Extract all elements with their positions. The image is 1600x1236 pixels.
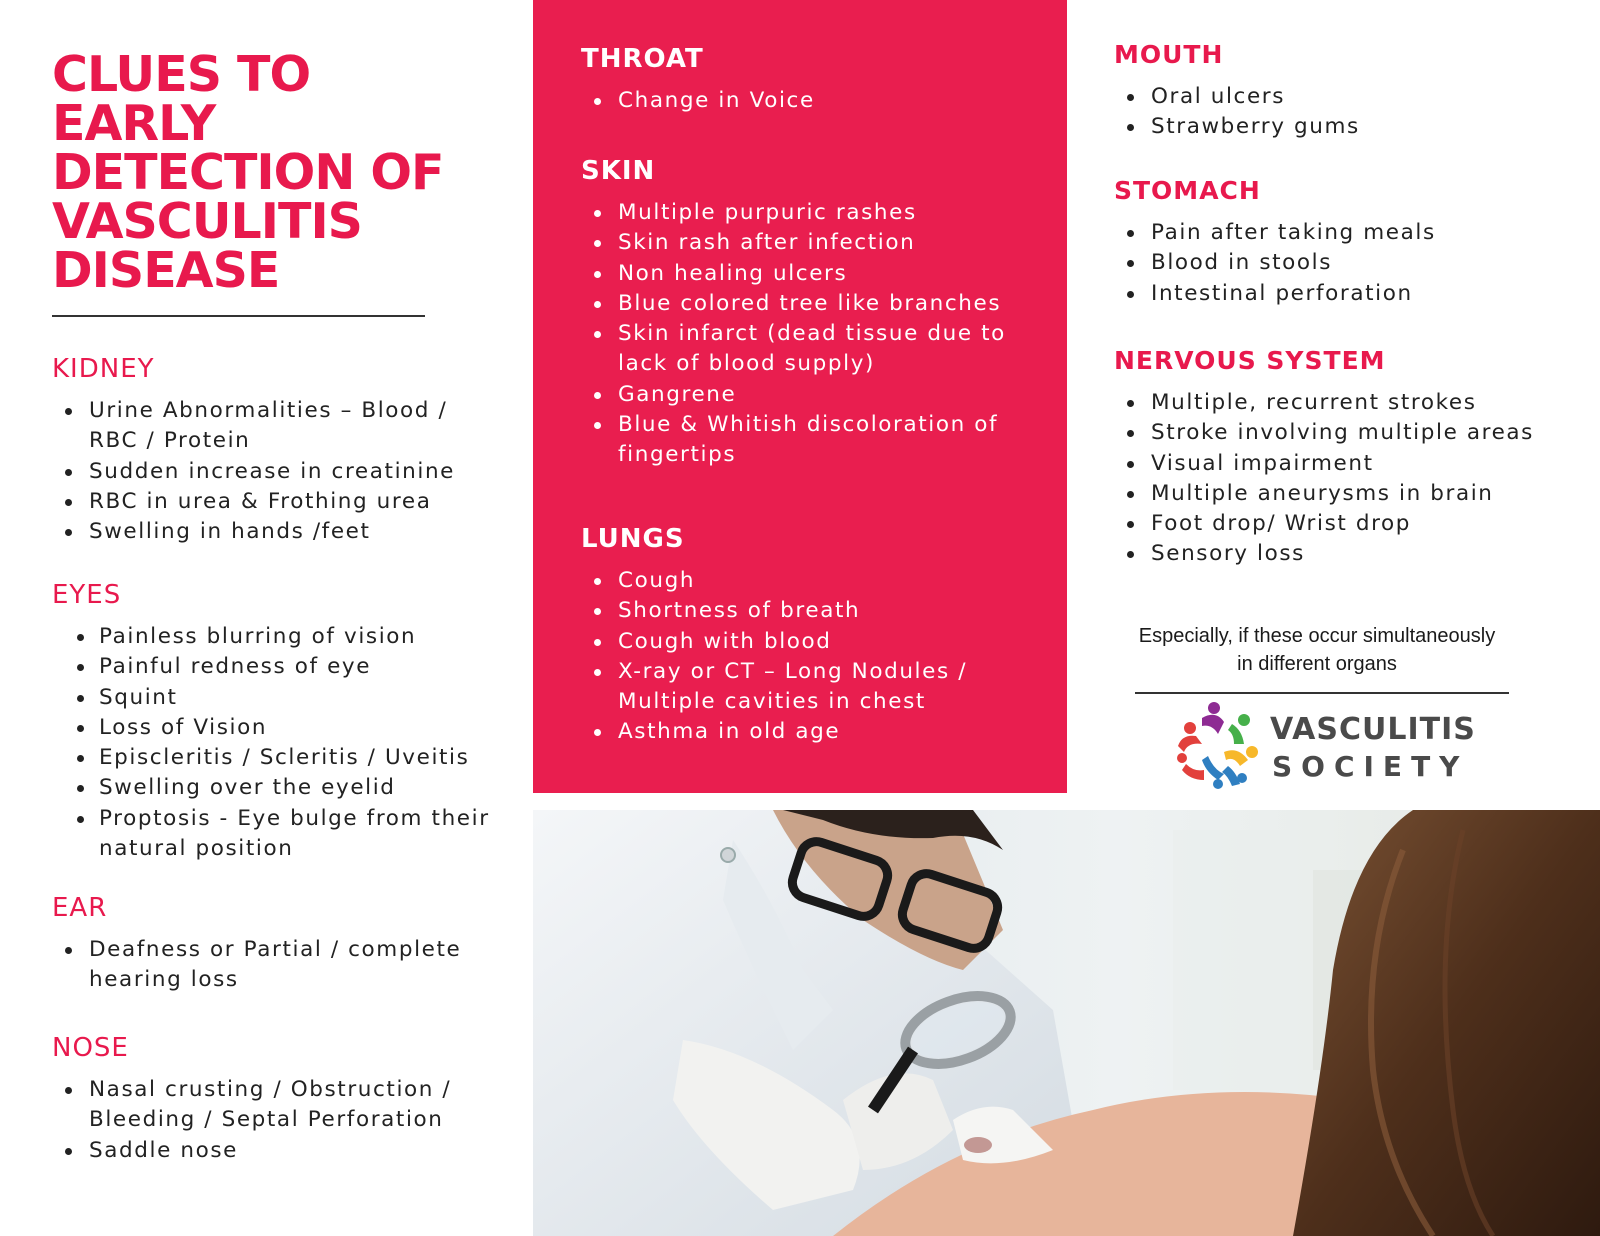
list-item: Stroke involving multiple areas bbox=[1114, 418, 1534, 448]
section-heading: SKIN bbox=[581, 156, 656, 186]
section-eyes bbox=[52, 580, 492, 864]
list-item: Blue & Whitish discoloration of fingertips bbox=[581, 410, 1021, 471]
section-heading: NERVOUS SYSTEM bbox=[1114, 346, 1386, 375]
logo-text-primary: VASCULITIS bbox=[1270, 712, 1476, 747]
list-item: Multiple purpuric rashes bbox=[581, 198, 1021, 228]
list-item: Painless blurring of vision bbox=[75, 622, 492, 652]
section-heading: STOMACH bbox=[1114, 176, 1261, 205]
section-throat bbox=[581, 44, 1021, 116]
list-item: RBC in urea & Frothing urea bbox=[52, 487, 492, 517]
symptom-list bbox=[581, 86, 1021, 116]
list-item: Asthma in old age bbox=[581, 717, 1021, 747]
list-item: Deafness or Partial / complete hearing loss bbox=[52, 935, 492, 996]
list-item: Loss of Vision bbox=[75, 713, 492, 743]
list-item: Painful redness of eye bbox=[75, 652, 492, 682]
section-stomach bbox=[1114, 176, 1534, 309]
symptom-list bbox=[52, 396, 492, 547]
list-item: Nasal crusting / Obstruction / Bleeding / Septal Perforation bbox=[52, 1075, 482, 1136]
list-item: Multiple aneurysms in brain bbox=[1114, 479, 1534, 509]
list-item: Shortness of breath bbox=[581, 596, 1021, 626]
list-item: Blue colored tree like branches bbox=[581, 289, 1021, 319]
section-heading: EAR bbox=[52, 893, 108, 923]
list-item: Cough bbox=[581, 566, 1021, 596]
section-heading: LUNGS bbox=[581, 524, 685, 554]
logo-text-secondary: SOCIETY bbox=[1272, 750, 1469, 783]
section-ear bbox=[52, 893, 492, 996]
page-title: CLUES TO EARLY DETECTION OF VASCULITIS DISEASE bbox=[52, 46, 444, 299]
title-divider bbox=[52, 315, 425, 317]
list-item: Saddle nose bbox=[52, 1136, 482, 1166]
list-item: Change in Voice bbox=[581, 86, 1021, 116]
symptom-list bbox=[52, 935, 492, 996]
list-item: Non healing ulcers bbox=[581, 259, 1021, 289]
list-item: Visual impairment bbox=[1114, 449, 1534, 479]
list-item: X-ray or CT – Long Nodules / Multiple cavities in chest bbox=[581, 657, 1021, 718]
symptom-list bbox=[1114, 218, 1534, 309]
symptom-list bbox=[581, 566, 1021, 748]
section-skin bbox=[581, 156, 1021, 471]
footnote: Especially, if these occur simultaneously in different organs bbox=[1138, 625, 1496, 675]
list-item: Sudden increase in creatinine bbox=[52, 457, 492, 487]
section-kidney bbox=[52, 354, 492, 547]
section-heading: THROAT bbox=[581, 44, 704, 74]
list-item: Swelling in hands /feet bbox=[52, 517, 492, 547]
list-item: Skin infarct (dead tissue due to lack of blood supply) bbox=[581, 319, 1021, 380]
symptom-list bbox=[75, 622, 492, 864]
red-panel bbox=[533, 0, 1067, 793]
section-lungs bbox=[581, 524, 1021, 748]
list-item: Squint bbox=[75, 683, 492, 713]
list-item: Sensory loss bbox=[1114, 539, 1534, 569]
note-divider bbox=[1135, 692, 1509, 694]
list-item: Skin rash after infection bbox=[581, 228, 1021, 258]
section-mouth bbox=[1114, 40, 1534, 143]
section-heading: NOSE bbox=[52, 1033, 129, 1063]
symptom-list bbox=[1114, 388, 1534, 570]
list-item: Blood in stools bbox=[1114, 248, 1534, 278]
symptom-list bbox=[1114, 82, 1534, 143]
list-item: Swelling over the eyelid bbox=[75, 773, 492, 803]
section-heading: KIDNEY bbox=[52, 354, 155, 384]
list-item: Foot drop/ Wrist drop bbox=[1114, 509, 1534, 539]
list-item: Strawberry gums bbox=[1114, 112, 1534, 142]
symptom-list bbox=[581, 198, 1021, 471]
people-circle-logo-icon bbox=[1172, 700, 1266, 790]
list-item: Episcleritis / Scleritis / Uveitis bbox=[75, 743, 492, 773]
section-nervous-system bbox=[1114, 346, 1534, 570]
doctor-examining-skin-photo bbox=[533, 810, 1600, 1236]
section-heading: MOUTH bbox=[1114, 40, 1224, 69]
section-heading: EYES bbox=[52, 580, 122, 610]
list-item: Urine Abnormalities – Blood / RBC / Protein bbox=[52, 396, 492, 457]
section-nose bbox=[52, 1033, 482, 1166]
list-item: Intestinal perforation bbox=[1114, 279, 1534, 309]
symptom-list bbox=[52, 1075, 482, 1166]
list-item: Oral ulcers bbox=[1114, 82, 1534, 112]
list-item: Multiple, recurrent strokes bbox=[1114, 388, 1534, 418]
list-item: Gangrene bbox=[581, 380, 1021, 410]
list-item: Cough with blood bbox=[581, 627, 1021, 657]
vasculitis-society-logo bbox=[1172, 700, 1476, 792]
list-item: Pain after taking meals bbox=[1114, 218, 1534, 248]
photo-illustration bbox=[533, 810, 1600, 1236]
list-item: Proptosis - Eye bulge from their natural position bbox=[75, 804, 492, 865]
